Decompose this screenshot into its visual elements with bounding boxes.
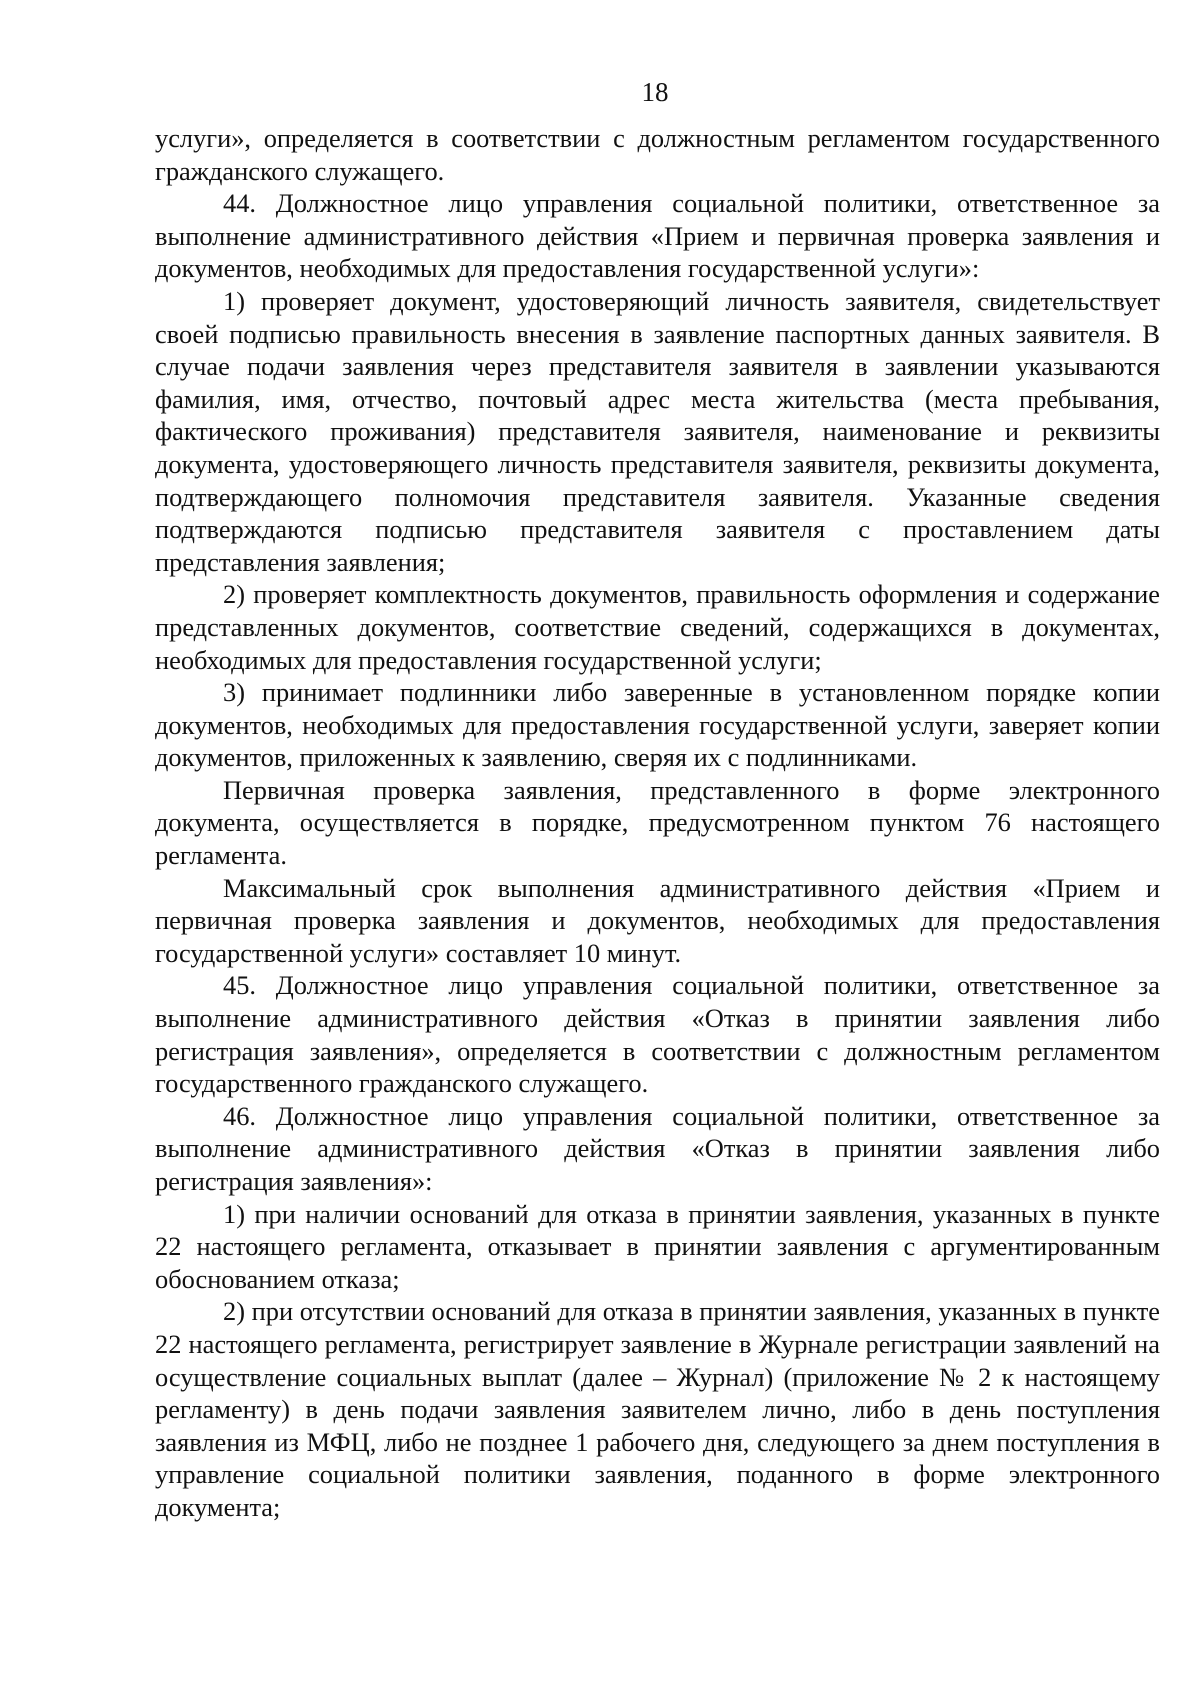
paragraph: услуги», определяется в соответствии с должностным регламентом государственного гражданского служащего.: [155, 123, 1160, 186]
paragraph: 44. Должностное лицо управления социальной политики, ответственное за выполнение административного действия «Прием и первичная проверка заявления и документов, необходимых для предоставления государственной услуги»:: [155, 188, 1160, 284]
paragraph: 1) при наличии оснований для отказа в принятии заявления, указанных в пункте 22 настоящего регламента, отказывает в принятии заявления с аргументированным обоснованием отказа;: [155, 1198, 1160, 1294]
paragraph: 2) проверяет комплектность документов, правильность оформления и содержание представленных документов, соответствие сведений, содержащихся в документах, необходимых для предоставления государственной услуги;: [155, 579, 1160, 675]
paragraph: 1) проверяет документ, удостоверяющий личность заявителя, свидетельствует своей подписью правильность внесения в заявление паспортных данных заявителя. В случае подачи заявления через представителя заявителя в заявлении указываются фамилия, имя, отчество, почтовый адрес места жительства (места пребывания, фактического проживания) представителя заявителя, наименование и реквизиты документа, удостоверяющего личность представителя заявителя, реквизиты документа, подтверждающего полномочия представителя заявителя. Указанные сведения подтверждаются подписью представителя заявителя с проставлением даты представления заявления;: [155, 285, 1160, 577]
paragraph: 45. Должностное лицо управления социальной политики, ответственное за выполнение административного действия «Отказ в принятии заявления либо регистрация заявления», определяется в соответствии с должностным регламентом государственного гражданского служащего.: [155, 970, 1160, 1099]
paragraph: 2) при отсутствии оснований для отказа в принятии заявления, указанных в пункте 22 настоящего регламента, регистрирует заявление в Журнале регистрации заявлений на осуществление социальных выплат (далее – Журнал) (приложение № 2 к настоящему регламенту) в день подачи заявления заявителем лично, либо в день поступления заявления из МФЦ, либо не позднее 1 рабочего дня, следующего за днем поступления в управление социальной политики заявления, поданного в форме электронного документа;: [155, 1296, 1160, 1522]
page-number: 18: [641, 77, 669, 107]
paragraph: 46. Должностное лицо управления социальной политики, ответственное за выполнение административного действия «Отказ в принятии заявления либо регистрация заявления»:: [155, 1100, 1160, 1196]
document-body: [155, 122, 1160, 1524]
paragraph: 3) принимает подлинники либо заверенные в установленном порядке копии документов, необходимых для предоставления государственной услуги, заверяет копии документов, приложенных к заявлению, сверяя их с подлинниками.: [155, 677, 1160, 773]
paragraph: Первичная проверка заявления, представленного в форме электронного документа, осуществляется в порядке, предусмотренном пунктом 76 настоящего регламента.: [155, 774, 1160, 871]
paragraph: Максимальный срок выполнения административного действия «Прием и первичная проверка заявления и документов, необходимых для предоставления государственной услуги» составляет 10 минут.: [155, 872, 1160, 968]
